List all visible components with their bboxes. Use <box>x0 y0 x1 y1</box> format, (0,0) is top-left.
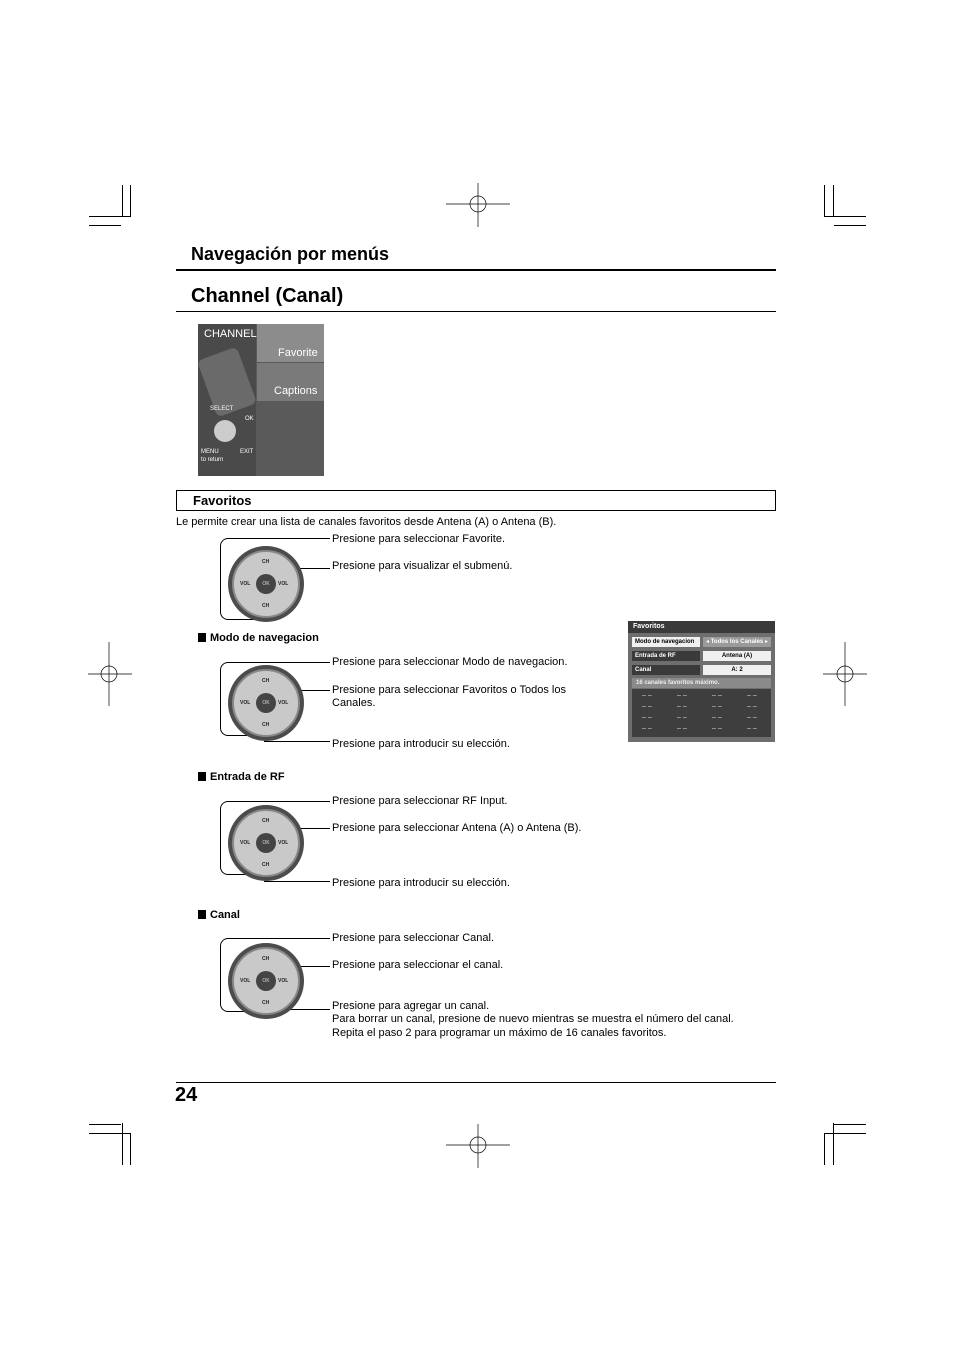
osd-slot: – – <box>712 714 722 721</box>
canal-line3: Presione para agregar un canal. <box>332 1000 490 1012</box>
osd-slot: – – <box>642 703 652 710</box>
favoritos-osd-screen <box>628 621 775 742</box>
ch-up-label: CH <box>262 956 270 962</box>
divider <box>176 1082 776 1083</box>
crop-mark <box>89 216 131 217</box>
entrada-heading: Entrada de RF <box>198 771 285 783</box>
menu-item-favorite[interactable]: Favorite <box>278 347 318 359</box>
crop-mark <box>122 1123 123 1165</box>
crop-mark <box>833 1123 834 1165</box>
osd-slot: – – <box>677 725 687 732</box>
modo-line3: Presione para introducir su elección. <box>332 738 510 750</box>
favoritos-step2: Presione para visualizar el submenú. <box>332 560 513 572</box>
osd-slot: – – <box>677 703 687 710</box>
crop-mark <box>122 185 123 217</box>
ch-up-label: CH <box>262 678 270 684</box>
canal-heading: Canal <box>198 909 240 921</box>
osd-row-value[interactable]: Antena (A) <box>703 651 771 661</box>
remote-control-pad <box>228 943 304 1019</box>
crop-mark <box>824 185 825 217</box>
osd-row-value[interactable]: ◂ Todos los Canales ▸ <box>703 637 771 647</box>
callout-line <box>264 881 330 882</box>
vol-left-label: VOL <box>240 840 251 846</box>
callout-line <box>264 741 330 742</box>
ch-down-label: CH <box>262 862 270 868</box>
entrada-line2: Presione para seleccionar Antena (A) o Antena (B). <box>332 822 582 834</box>
favoritos-intro: Le permite crear una lista de canales favoritos desde Antena (A) o Antena (B). <box>176 516 557 528</box>
callout-line <box>264 801 330 802</box>
canal-line4: Para borrar un canal, presione de nuevo mientras se muestra el número del canal. <box>332 1013 734 1025</box>
osd-slot: – – <box>712 692 722 699</box>
ok-label: OK <box>245 416 254 422</box>
dpad-icon <box>214 420 236 442</box>
osd-row-label: Modo de navegacion <box>632 637 700 647</box>
modo-line1: Presione para seleccionar Modo de navegacion. <box>332 656 568 668</box>
registration-mark <box>446 183 510 227</box>
page-number: 24 <box>175 1084 198 1106</box>
osd-slot: – – <box>677 714 687 721</box>
ok-button-icon: OK <box>256 693 276 713</box>
ok-button-icon: OK <box>256 971 276 991</box>
osd-slot: – – <box>747 725 757 732</box>
osd-slot: – – <box>712 725 722 732</box>
osd-slot: – – <box>642 714 652 721</box>
canal-line5: Repita el paso 2 para programar un máximo de 16 canales favoritos. <box>332 1027 667 1039</box>
modo-line2a: Presione para seleccionar Favoritos o Todos los <box>332 684 566 696</box>
osd-slot: – – <box>712 703 722 710</box>
remote-control-pad <box>228 546 304 622</box>
channel-menu-screenshot <box>198 324 324 476</box>
vol-right-label: VOL <box>278 581 289 587</box>
crop-mark <box>89 1124 121 1125</box>
ch-up-label: CH <box>262 818 270 824</box>
crop-mark <box>89 225 121 226</box>
favoritos-heading: Favoritos <box>193 493 252 508</box>
crop-mark <box>824 216 866 217</box>
ch-down-label: CH <box>262 1000 270 1006</box>
registration-mark <box>446 1124 510 1168</box>
osd-slot: – – <box>747 703 757 710</box>
exit-label: EXIT <box>240 449 254 455</box>
ch-up-label: CH <box>262 559 270 565</box>
crop-mark <box>89 1133 131 1134</box>
divider <box>176 269 776 271</box>
crop-mark <box>130 1133 131 1165</box>
to-return-label: to return <box>201 457 224 463</box>
modo-heading: Modo de navegacion <box>198 632 319 644</box>
entrada-line1: Presione para seleccionar RF Input. <box>332 795 508 807</box>
vol-right-label: VOL <box>278 700 289 706</box>
section-title: Navegación por menús <box>191 244 390 264</box>
ch-down-label: CH <box>262 722 270 728</box>
ch-down-label: CH <box>262 603 270 609</box>
remote-control-pad <box>228 805 304 881</box>
callout-line <box>264 538 330 539</box>
vol-left-label: VOL <box>240 581 251 587</box>
osd-row-label: Canal <box>632 665 700 675</box>
divider <box>176 311 776 312</box>
remote-control-pad <box>228 665 304 741</box>
callout-line <box>264 662 330 663</box>
callout-line <box>264 938 330 939</box>
crop-mark <box>833 185 834 217</box>
canal-line2: Presione para seleccionar el canal. <box>332 959 504 971</box>
osd-slot: – – <box>677 692 687 699</box>
crop-mark <box>824 1133 866 1134</box>
osd-note: 16 canales favoritos máximo. <box>632 678 771 688</box>
osd-slot: – – <box>747 692 757 699</box>
crop-mark <box>130 185 131 217</box>
favoritos-step1: Presione para seleccionar Favorite. <box>332 533 506 545</box>
osd-slot: – – <box>747 714 757 721</box>
crop-mark <box>834 1124 866 1125</box>
crop-mark <box>834 225 866 226</box>
select-label: SELECT <box>210 406 234 412</box>
menu-label: MENU <box>201 449 219 455</box>
crop-mark <box>824 1133 825 1165</box>
vol-left-label: VOL <box>240 978 251 984</box>
ok-button-icon: OK <box>256 574 276 594</box>
osd-row-label: Entrada de RF <box>632 651 700 661</box>
ok-button-icon: OK <box>256 833 276 853</box>
menu-title: CHANNEL <box>204 328 257 340</box>
osd-channel-grid <box>632 689 771 737</box>
osd-slot: – – <box>642 725 652 732</box>
favoritos-heading-box <box>176 490 776 511</box>
registration-mark <box>88 642 132 706</box>
vol-right-label: VOL <box>278 840 289 846</box>
vol-right-label: VOL <box>278 978 289 984</box>
menu-item-captions[interactable]: Captions <box>274 385 318 397</box>
modo-line2b: Canales. <box>332 697 376 709</box>
entrada-line3: Presione para introducir su elección. <box>332 877 510 889</box>
osd-slot: – – <box>642 692 652 699</box>
registration-mark <box>823 642 867 706</box>
canal-line1: Presione para seleccionar Canal. <box>332 932 495 944</box>
osd-row-value[interactable]: A: 2 <box>703 665 771 675</box>
osd-title: Favoritos <box>628 621 775 633</box>
page-title: Channel (Canal) <box>191 285 344 307</box>
vol-left-label: VOL <box>240 700 251 706</box>
